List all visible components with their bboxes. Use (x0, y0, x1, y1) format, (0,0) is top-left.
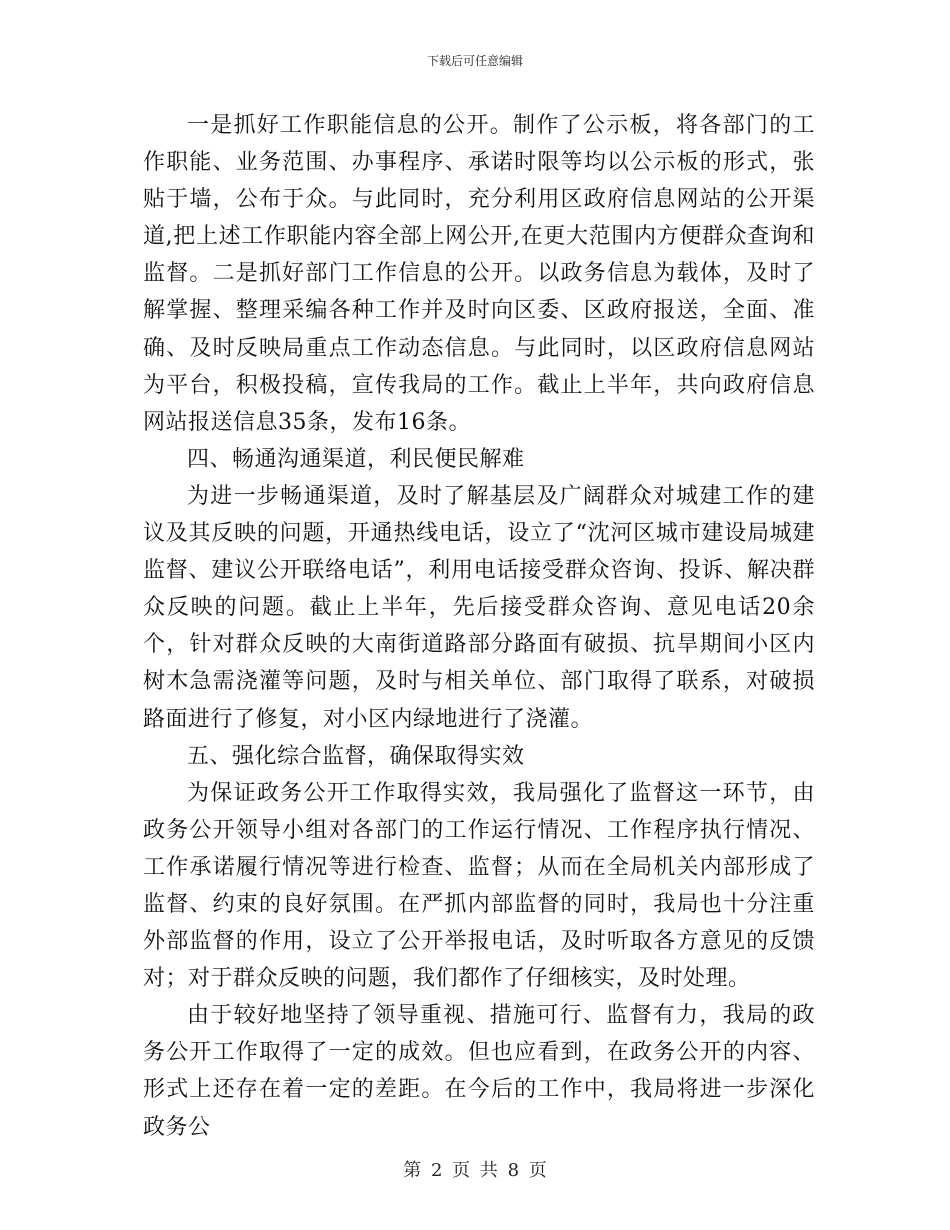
paragraph-supervision: 为保证政务公开工作取得实效，我局强化了监督这一环节，由政务公开领导小组对各部门的工作运行情况、工作程序执行情况、工作承诺履行情况等进行检查、监督；从而在全局机关内部形成了监督、约束的良好氛围。在严抓内部监督的同时，我局也十分注重外部监督的作用，设立了公开举报电话，及时听取各方意见的反馈对；对于群众反映的问题，我们都作了仔细核实，及时处理。 (143, 780, 815, 992)
page-footer: 第 2 页 共 8 页 (403, 1160, 547, 1181)
page-header: 下载后可任意编辑 (426, 54, 523, 68)
paragraph-hotline: 为进一步畅通渠道，及时了解基层及广阔群众对城建工作的建议及其反映的问题，开通热线电话，设立了“沈河区城市建设局城建监督、建议公开联络电话”，利用电话接受群众咨询、投诉、解决群众反映的问题。截止上半年，先后接受群众咨询、意见电话20余个，针对群众反映的大南街道路部分路面有破损、抗旱期间小区内树木急需浇灌等问题，及时与相关单位、部门取得了联系，对破损路面进行了修复，对小区内绿地进行了浇灌。 (143, 483, 815, 732)
paragraph-conclusion: 由于较好地坚持了领导重视、措施可行、监督有力，我局的政务公开工作取得了一定的成效。但也应看到，在政务公开的内容、形式上还存在着一定的差距。在今后的工作中，我局将进一步深化政务公 (143, 1003, 815, 1140)
document-body (143, 107, 815, 1146)
section-heading-4: 四、畅通沟通渠道，利民便民解难 (187, 446, 525, 472)
paragraph-info-disclosure: 一是抓好工作职能信息的公开。制作了公示板，将各部门的工作职能、业务范围、办事程序、承诺时限等均以公示板的形式，张贴于墙，公布于众。与此同时，充分利用区政府信息网站的公开渠道,把上述工作职能内容全部上网公开,在更大范围内方便群众查询和监督。二是抓好部门工作信息的公开。以政务信息为载体，及时了解掌握、整理采编各种工作并及时向区委、区政府报送，全面、准确、及时反映局重点工作动态信息。与此同时，以区政府信息网站为平台，积极投稿，宣传我局的工作。截止上半年，共向政府信息网站报送信息35条，发布16条。 (143, 113, 815, 435)
section-heading-5: 五、强化综合监督，确保取得实效 (187, 743, 525, 769)
